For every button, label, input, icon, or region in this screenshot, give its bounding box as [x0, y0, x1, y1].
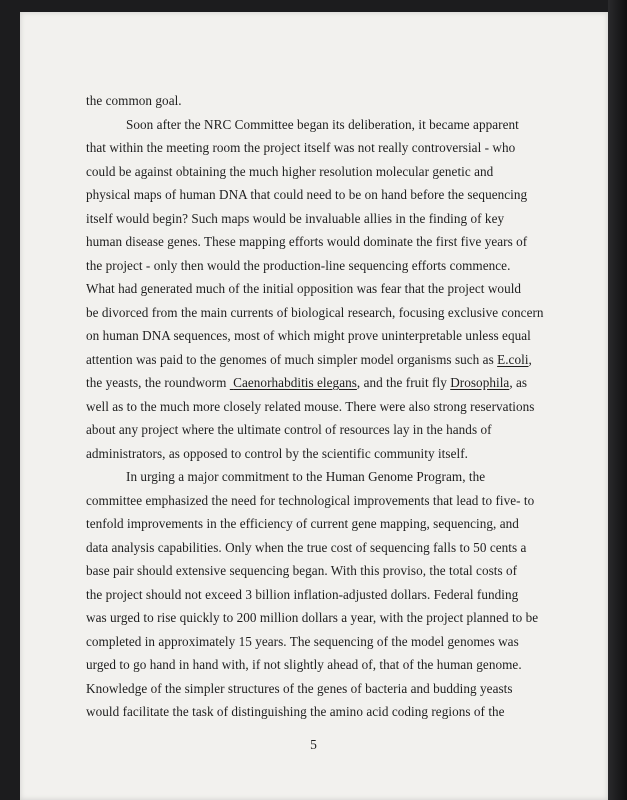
- text-line: tenfold improvements in the efficiency of current gene mapping, sequencing, and: [86, 516, 519, 531]
- organism-celegans-name: Caenorhabditis elegans: [233, 375, 357, 390]
- text-line: Knowledge of the simpler structures of the genes of bacteria and budding yeasts: [86, 681, 513, 696]
- text-line: [86, 352, 532, 368]
- text-line: would facilitate the task of distinguishing the amino acid coding regions of the: [86, 704, 505, 719]
- text-segment: , and the fruit fly: [356, 375, 451, 390]
- text-segment: ,: [528, 352, 532, 367]
- text-line: the common goal.: [86, 93, 182, 108]
- text-line: data analysis capabilities. Only when the true cost of sequencing falls to 50 cents a: [86, 540, 527, 555]
- text-line: What had generated much of the initial opposition was fear that the project would: [86, 281, 522, 296]
- paragraph-start: In urging a major commitment to the Human Genome Program, the: [126, 469, 486, 484]
- text-line: base pair should extensive sequencing began. With this proviso, the total costs of: [86, 563, 518, 578]
- text-line: physical maps of human DNA that could need to be on hand before the sequencing: [86, 187, 528, 202]
- text-line: committee emphasized the need for technological improvements that lead to five- to: [86, 493, 535, 508]
- text-segment: attention was paid to the genomes of much simpler model organisms such as: [86, 352, 494, 367]
- text-line: completed in approximately 15 years. The sequencing of the model genomes was: [86, 634, 519, 649]
- text-line: about any project where the ultimate control of resources lay in the hands of: [86, 422, 492, 437]
- text-line: was urged to rise quickly to 200 million dollars a year, with the project planned to be: [86, 610, 539, 625]
- text-line: on human DNA sequences, most of which might prove uninterpretable unless equal: [86, 328, 531, 343]
- text-line: the project should not exceed 3 billion inflation-adjusted dollars. Federal funding: [86, 587, 519, 602]
- text-line: the project - only then would the production-line sequencing efforts commence.: [86, 258, 511, 273]
- organism-celegans: [230, 375, 357, 390]
- text-segment: the yeasts, the roundworm: [86, 375, 227, 390]
- scanner-edge: [608, 0, 627, 800]
- organism-drosophila: Drosophila: [450, 375, 510, 390]
- text-line: well as to the much more closely related mouse. There were also strong reservations: [86, 399, 535, 414]
- text-line: administrators, as opposed to control by the scientific community itself.: [86, 446, 468, 461]
- organism-ecoli: E.coli: [497, 352, 529, 367]
- text-segment: , as: [509, 375, 528, 390]
- text-line: itself would begin? Such maps would be invaluable allies in the finding of key: [86, 211, 505, 226]
- text-line: [86, 375, 527, 391]
- page-number: 5: [310, 737, 317, 752]
- text-line: that within the meeting room the project itself was not really controversial - who: [86, 140, 516, 155]
- text-line: urged to go hand in hand with, if not slightly ahead of, that of the human genome.: [86, 657, 522, 672]
- text-line: be divorced from the main currents of biological research, focusing exclusive concern: [86, 305, 544, 320]
- text-line: could be against obtaining the much higher resolution molecular genetic and: [86, 164, 494, 179]
- paragraph-start: Soon after the NRC Committee began its deliberation, it became apparent: [126, 117, 519, 132]
- text-line: human disease genes. These mapping efforts would dominate the first five years of: [86, 234, 528, 249]
